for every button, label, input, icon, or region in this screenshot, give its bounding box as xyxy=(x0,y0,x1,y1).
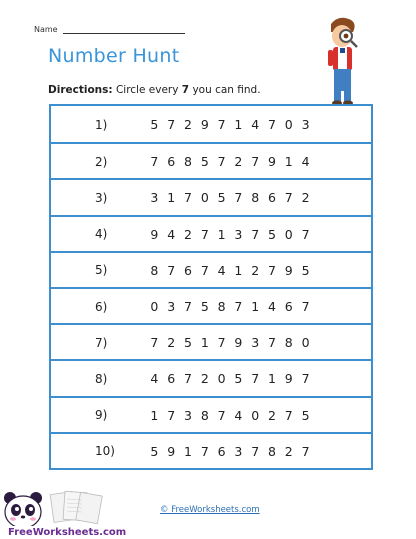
digit[interactable]: 9 xyxy=(284,371,293,387)
digit[interactable]: 7 xyxy=(184,190,192,206)
table-row xyxy=(51,215,371,252)
digit[interactable]: 7 xyxy=(200,443,209,459)
row-digits xyxy=(146,325,346,360)
digit[interactable]: 6 xyxy=(184,262,192,278)
digit[interactable]: 7 xyxy=(167,262,176,278)
row-label: 9) xyxy=(95,408,108,423)
table-row xyxy=(51,396,371,433)
directions xyxy=(48,84,261,96)
digit[interactable]: 3 xyxy=(301,117,310,132)
digit[interactable]: 0 xyxy=(251,407,260,423)
digit[interactable]: 5 xyxy=(200,299,209,314)
digit[interactable]: 7 xyxy=(268,335,276,351)
digit[interactable]: 9 xyxy=(284,262,293,278)
digit[interactable]: 9 xyxy=(167,443,176,459)
digit[interactable]: 2 xyxy=(200,371,209,387)
digit[interactable]: 2 xyxy=(251,262,260,278)
digit[interactable]: 7 xyxy=(150,154,159,170)
digit[interactable]: 8 xyxy=(284,335,293,351)
digit[interactable]: 6 xyxy=(217,443,226,459)
row-label: 6) xyxy=(95,299,108,314)
digit[interactable]: 7 xyxy=(217,335,226,351)
digit[interactable]: 7 xyxy=(284,407,293,423)
digit[interactable]: 5 xyxy=(234,371,243,387)
table-row xyxy=(51,323,371,360)
digit[interactable]: 8 xyxy=(200,407,209,423)
row-label: 2) xyxy=(95,154,108,169)
digit[interactable]: 7 xyxy=(150,335,159,351)
digit[interactable]: 1 xyxy=(234,262,243,278)
row-digits xyxy=(146,217,346,252)
digit[interactable]: 7 xyxy=(284,190,293,206)
digit[interactable]: 7 xyxy=(167,117,176,132)
digit[interactable]: 8 xyxy=(268,443,276,459)
name-field xyxy=(34,25,185,34)
digit[interactable]: 2 xyxy=(234,154,243,170)
row-digits xyxy=(146,289,346,324)
digit[interactable]: 6 xyxy=(167,371,176,387)
digit[interactable]: 9 xyxy=(234,335,243,351)
digit[interactable]: 1 xyxy=(268,371,276,387)
digit[interactable]: 7 xyxy=(184,371,192,387)
digit[interactable]: 5 xyxy=(200,154,209,170)
row-label: 7) xyxy=(95,335,108,350)
name-label: Name xyxy=(34,25,58,34)
digit[interactable]: 5 xyxy=(217,190,226,206)
digit[interactable]: 4 xyxy=(268,299,276,314)
digit[interactable]: 3 xyxy=(251,335,260,351)
digit[interactable]: 1 xyxy=(150,407,159,423)
digit[interactable]: 2 xyxy=(184,226,192,242)
row-label: 3) xyxy=(95,190,108,205)
row-digits xyxy=(146,106,346,143)
digit[interactable]: 7 xyxy=(301,371,310,387)
digit[interactable]: 7 xyxy=(200,226,209,242)
directions-label: Directions: xyxy=(48,84,113,96)
digit[interactable]: 4 xyxy=(301,154,310,170)
digit[interactable]: 7 xyxy=(251,443,260,459)
name-line[interactable] xyxy=(63,25,185,34)
digit[interactable]: 1 xyxy=(234,117,243,132)
digit[interactable]: 4 xyxy=(150,371,159,387)
digit[interactable]: 7 xyxy=(301,299,310,314)
digit[interactable]: 2 xyxy=(167,335,176,351)
table-row xyxy=(51,287,371,324)
digit[interactable]: 5 xyxy=(150,443,159,459)
digit[interactable]: 1 xyxy=(251,299,260,314)
digit[interactable]: 2 xyxy=(184,117,192,132)
row-digits xyxy=(146,398,346,433)
digit[interactable]: 0 xyxy=(217,371,226,387)
digit[interactable]: 7 xyxy=(234,190,243,206)
digit[interactable]: 3 xyxy=(150,190,159,206)
digit[interactable]: 9 xyxy=(268,154,276,170)
row-digits xyxy=(146,144,346,179)
row-digits xyxy=(146,434,346,469)
table-row xyxy=(51,178,371,215)
digit[interactable]: 3 xyxy=(167,299,176,314)
digit[interactable]: 6 xyxy=(268,190,276,206)
digit[interactable]: 0 xyxy=(284,117,293,132)
digit[interactable]: 9 xyxy=(200,117,209,132)
digit[interactable]: 4 xyxy=(251,117,260,132)
digit[interactable]: 2 xyxy=(301,190,310,206)
digit[interactable]: 5 xyxy=(184,335,192,351)
row-label: 10) xyxy=(95,444,115,459)
freeworksheets-logo xyxy=(0,490,140,539)
row-digits xyxy=(146,361,346,396)
digit[interactable]: 8 xyxy=(251,190,260,206)
digit[interactable]: 1 xyxy=(200,335,209,351)
row-digits xyxy=(146,253,346,288)
directions-target-number: 7 xyxy=(181,84,190,96)
digit[interactable]: 0 xyxy=(150,299,159,314)
table-row xyxy=(51,142,371,179)
row-label: 1) xyxy=(95,117,108,132)
table-row xyxy=(51,359,371,396)
digit[interactable]: 5 xyxy=(301,407,310,423)
digit[interactable]: 7 xyxy=(167,407,176,423)
digit[interactable]: 7 xyxy=(301,226,310,242)
digit[interactable]: 0 xyxy=(200,190,209,206)
digit[interactable]: 1 xyxy=(284,154,293,170)
digit[interactable]: 0 xyxy=(284,226,293,242)
row-label: 8) xyxy=(95,371,108,386)
digit[interactable]: 8 xyxy=(184,154,192,170)
digit[interactable]: 7 xyxy=(184,299,192,314)
row-digits xyxy=(146,180,346,215)
digit[interactable]: 2 xyxy=(284,443,293,459)
digit[interactable]: 7 xyxy=(217,117,226,132)
table-row xyxy=(51,251,371,288)
digit[interactable]: 8 xyxy=(150,262,159,278)
digit[interactable]: 6 xyxy=(167,154,176,170)
digit[interactable]: 7 xyxy=(234,299,243,314)
digit[interactable]: 3 xyxy=(234,443,243,459)
digit[interactable]: 1 xyxy=(167,190,176,206)
number-hunt-table xyxy=(49,104,373,470)
table-row xyxy=(51,106,371,143)
digit[interactable]: 7 xyxy=(217,154,226,170)
digit[interactable]: 6 xyxy=(284,299,293,314)
digit[interactable]: 1 xyxy=(217,226,226,242)
logo-text: FreeWorksheets.com xyxy=(8,527,127,538)
digit[interactable]: 7 xyxy=(301,443,310,459)
digit[interactable]: 3 xyxy=(234,226,243,242)
digit[interactable]: 7 xyxy=(217,407,226,423)
directions-text-2: you can find. xyxy=(192,84,261,96)
row-label: 4) xyxy=(95,227,108,242)
digit[interactable]: 7 xyxy=(251,371,260,387)
digit[interactable]: 7 xyxy=(268,117,276,132)
page-title: Number Hunt xyxy=(48,45,180,67)
digit[interactable]: 7 xyxy=(200,262,209,278)
digit[interactable]: 0 xyxy=(301,335,310,351)
digit[interactable]: 7 xyxy=(251,154,260,170)
directions-text-1: Circle every xyxy=(115,84,179,96)
digit[interactable]: 9 xyxy=(150,226,159,242)
digit[interactable]: 3 xyxy=(184,407,192,423)
digit[interactable]: 2 xyxy=(268,407,276,423)
digit[interactable]: 5 xyxy=(268,226,276,242)
digit[interactable]: 5 xyxy=(150,117,159,132)
digit[interactable]: 4 xyxy=(234,407,243,423)
footer-copyright-link[interactable]: © FreeWorksheets.com xyxy=(160,505,260,515)
digit[interactable]: 1 xyxy=(184,443,192,459)
digit[interactable]: 5 xyxy=(301,262,310,278)
boy-with-magnifier-illustration xyxy=(317,14,367,106)
digit[interactable]: 4 xyxy=(217,262,226,278)
digit[interactable]: 8 xyxy=(217,299,226,314)
digit[interactable]: 7 xyxy=(251,226,260,242)
row-label: 5) xyxy=(95,263,108,278)
digit[interactable]: 7 xyxy=(268,262,276,278)
digit[interactable]: 4 xyxy=(167,226,176,242)
table-row xyxy=(51,432,371,469)
